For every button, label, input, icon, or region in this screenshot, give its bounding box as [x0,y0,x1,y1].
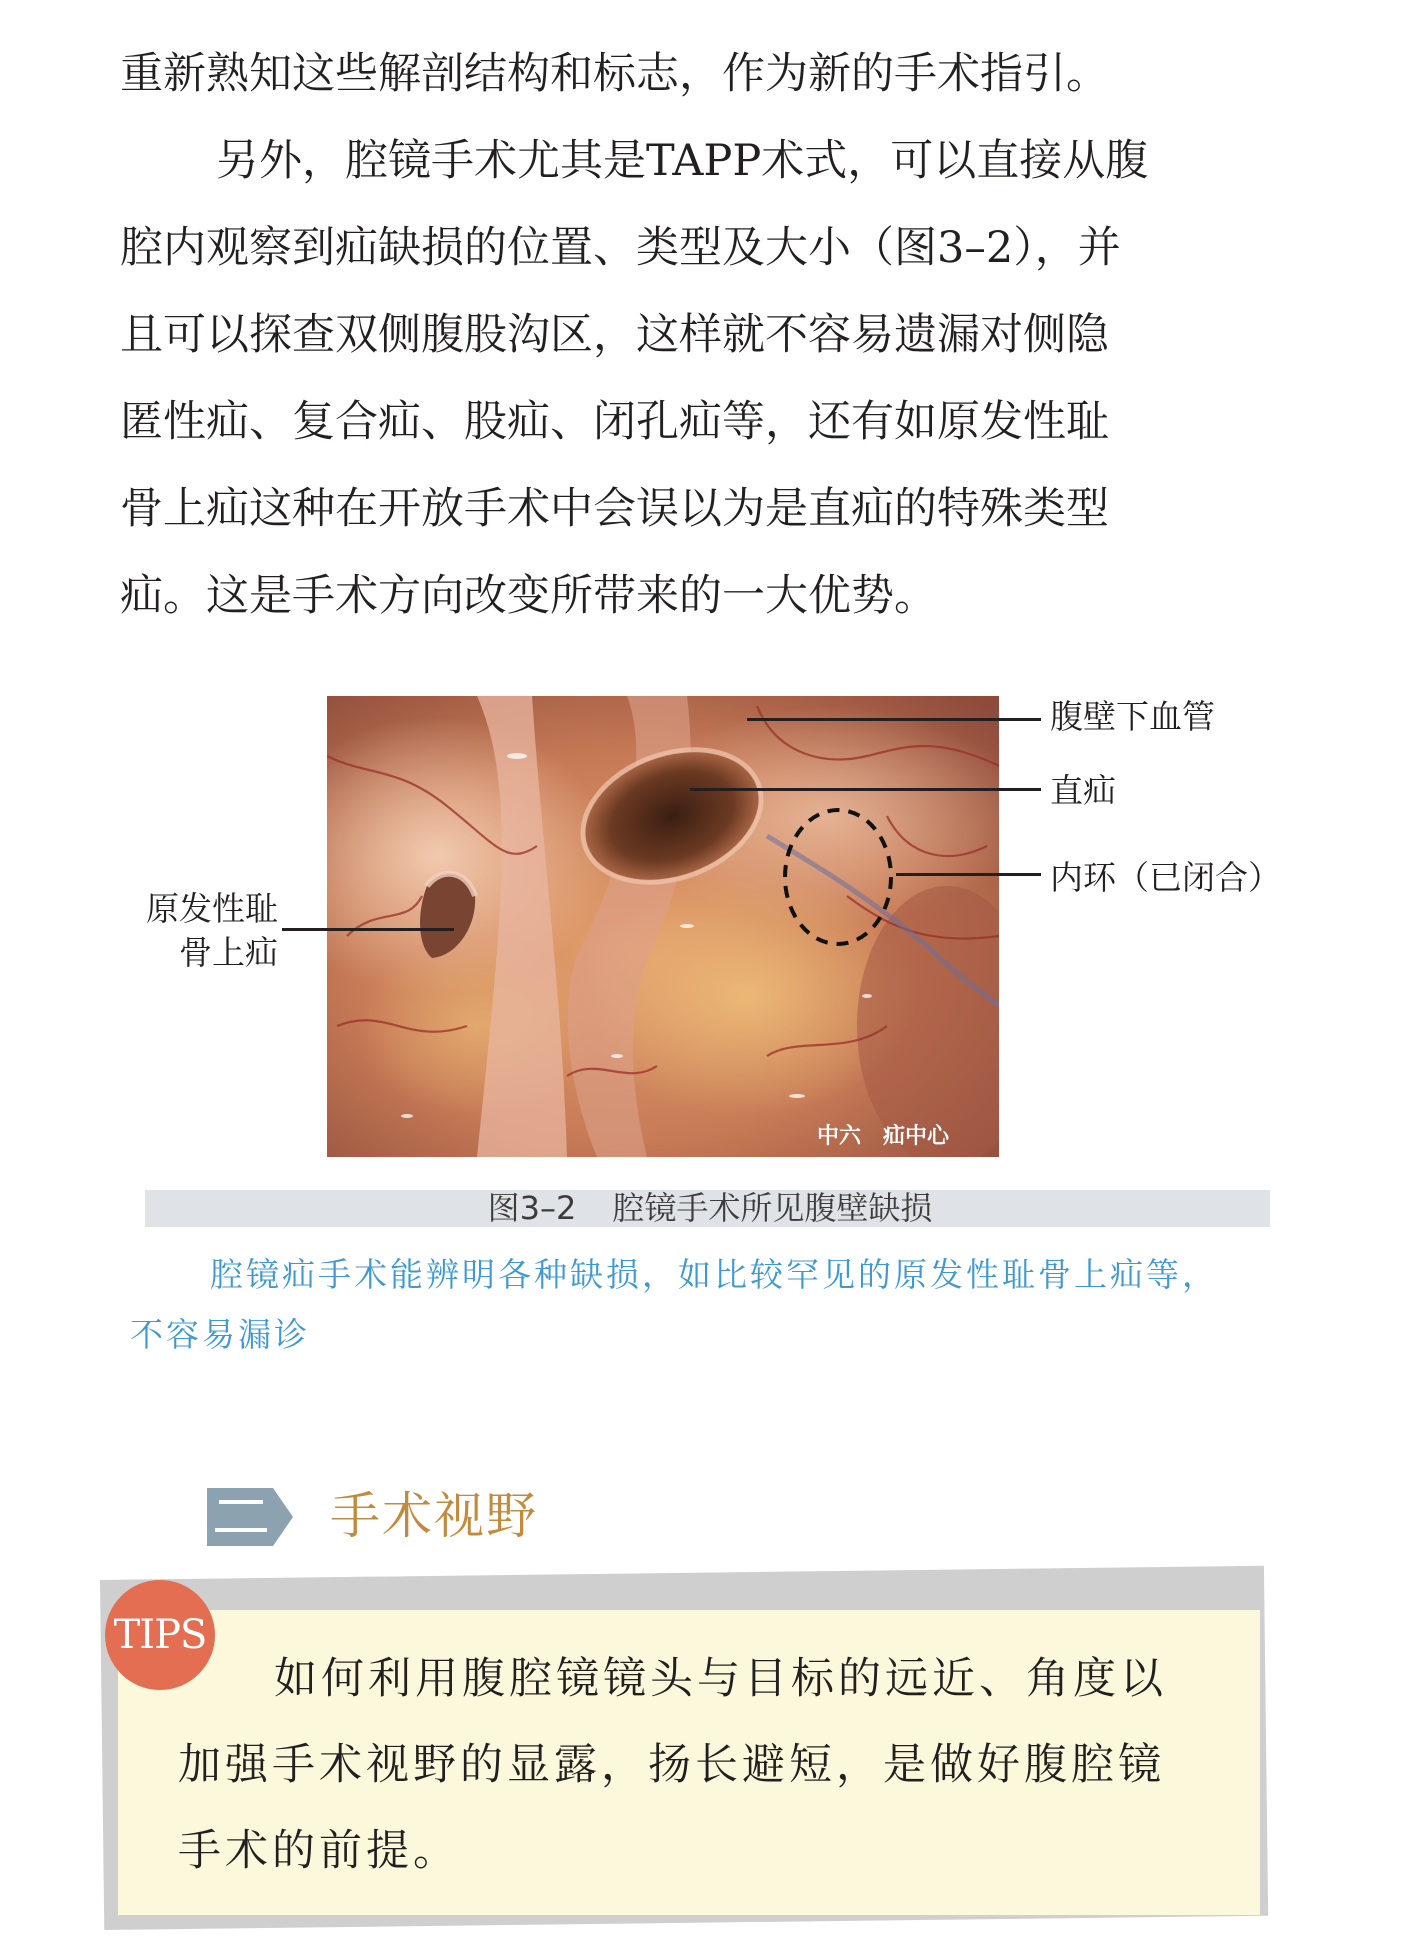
note-line: 不容易漏诊 [130,1315,310,1354]
leader-supravesical [282,928,454,931]
tips-line: 手术的前提。 [178,1826,460,1876]
label-direct-hernia: 直疝 [1050,771,1116,810]
section-title: 手术视野 [330,1487,538,1545]
leader-direct-hernia [690,788,1041,791]
tips-badge: TIPS [105,1580,215,1690]
text-line: 骨上疝这种在开放手术中会误以为是直疝的特殊类型 [120,484,1109,534]
leader-vessel [747,718,1041,721]
tips-text [178,1636,1268,1894]
label-inner-ring: 内环（已闭合） [1050,858,1281,897]
tips-line: 加强手术视野的显露，扬长避短，是做好腹腔镜 [178,1740,1165,1790]
section-number-badge [207,1488,293,1546]
text-line: 匿性疝、复合疝、股疝、闭孔疝等，还有如原发性耻 [120,397,1109,447]
figure-title: 腔镜手术所见腹壁缺损 [612,1189,933,1227]
figure-caption [0,1188,1420,1228]
text-line: 重新熟知这些解剖结构和标志，作为新的手术指引。 [120,49,1109,99]
text-line: 腔内观察到疝缺损的位置、类型及大小（图3–2），并 [120,223,1121,273]
label-supravesical-hernia [130,887,278,975]
paragraph-advantage [120,118,1270,640]
label-epigastric-vessel: 腹壁下血管 [1050,697,1215,736]
note-line: 腔镜疝手术能辨明各种缺损，如比较罕见的原发性耻骨上疝等， [210,1255,1218,1294]
text-line: 另外，腔镜手术尤其是TAPP术式，可以直接从腹 [216,136,1149,186]
laparoscopic-photo [327,696,999,1157]
photo-watermark: 中六 疝中心 [817,1124,950,1149]
text-line: 且可以探查双侧腹股沟区，这样就不容易遗漏对侧隐 [120,310,1109,360]
figure-number: 图3–2 [487,1189,577,1227]
leader-inner-ring [896,873,1041,876]
label-line: 骨上疝 [179,933,278,972]
tips-line: 如何利用腹腔镜镜头与目标的远近、角度以 [274,1654,1167,1704]
paragraph-intro-end [120,31,1270,118]
figure-note [130,1245,1280,1365]
label-line: 原发性耻 [146,889,278,928]
text-line: 疝。这是手术方向改变所带来的一大优势。 [120,571,937,621]
